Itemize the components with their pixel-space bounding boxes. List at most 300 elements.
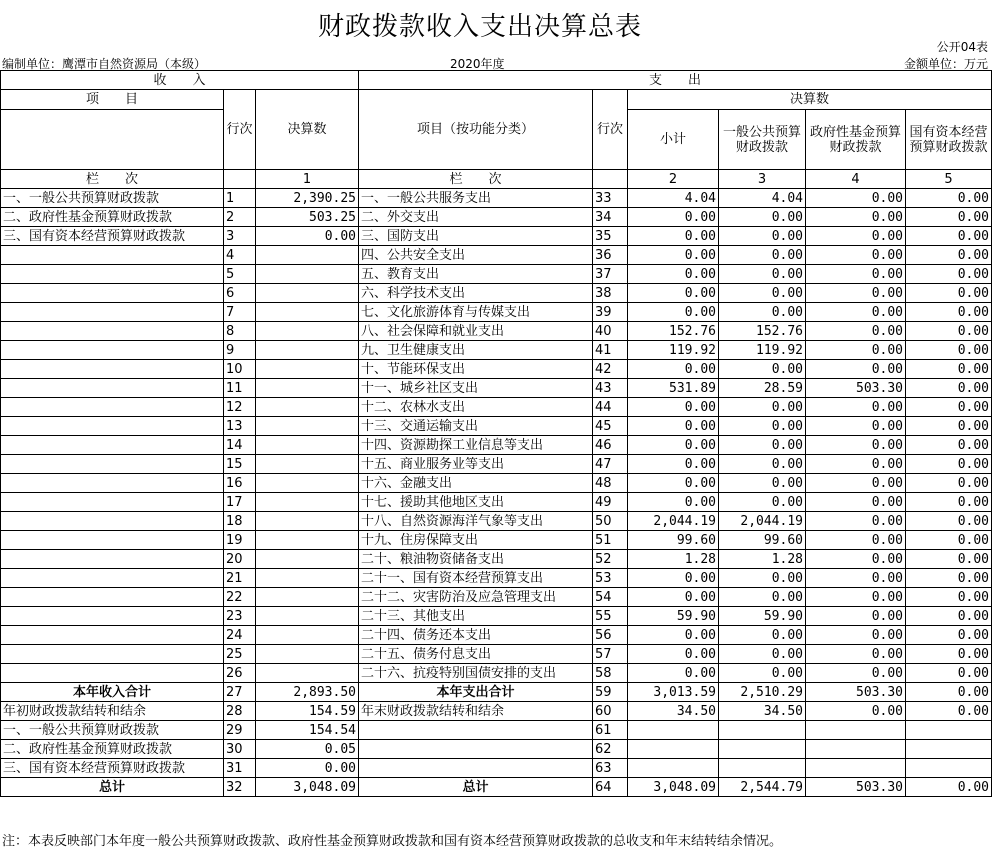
income-line-no: 8 [224,322,256,341]
expense-general-budget: 0.00 [719,303,806,322]
item-by-function-header: 项目（按功能分类） [359,90,593,170]
income-item [1,284,224,303]
expense-line-no: 62 [593,740,628,759]
income-line-no: 31 [224,759,256,778]
expense-subtotal: 0.00 [628,626,719,645]
final-amount-header: 决算数 [256,90,359,170]
expense-state-capital: 0.00 [906,265,992,284]
expense-state-capital: 0.00 [906,455,992,474]
expense-general-budget: 59.90 [719,607,806,626]
expense-gov-fund [806,740,906,759]
expense-state-capital: 0.00 [906,246,992,265]
expense-item: 七、文化旅游体育与传媒支出 [359,303,593,322]
item-header: 项 目 [1,90,224,110]
income-item [1,645,224,664]
expense-state-capital: 0.00 [906,379,992,398]
income-line-no: 18 [224,512,256,531]
amount-unit: 金额单位：万元 [903,57,988,71]
expense-general-budget [719,740,806,759]
expense-subtotal: 2,044.19 [628,512,719,531]
income-amount [256,626,359,645]
table-row [1,265,992,284]
income-amount [256,265,359,284]
column-5: 5 [906,170,992,189]
expense-gov-fund: 0.00 [806,246,906,265]
expense-general-budget: 0.00 [719,645,806,664]
expense-state-capital: 0.00 [906,474,992,493]
expense-item: 二十四、债务还本支出 [359,626,593,645]
expense-subtotal: 531.89 [628,379,719,398]
expense-state-capital: 0.00 [906,626,992,645]
expense-gov-fund: 0.00 [806,360,906,379]
expense-state-capital: 0.00 [906,550,992,569]
expense-item: 八、社会保障和就业支出 [359,322,593,341]
expense-line-no: 41 [593,341,628,360]
expense-state-capital [906,740,992,759]
expense-general-budget: 0.00 [719,360,806,379]
expense-gov-fund: 503.30 [806,778,906,797]
expense-line-no: 64 [593,778,628,797]
income-item [1,265,224,284]
table-row [1,379,992,398]
expense-item: 二十、粮油物资储备支出 [359,550,593,569]
income-line-no: 27 [224,683,256,702]
income-item [1,512,224,531]
column-1: 1 [256,170,359,189]
expense-general-budget: 0.00 [719,398,806,417]
expense-line-no: 58 [593,664,628,683]
expense-line-no: 45 [593,417,628,436]
income-amount [256,493,359,512]
income-amount [256,303,359,322]
income-amount: 3,048.09 [256,778,359,797]
expense-general-budget: 28.59 [719,379,806,398]
expense-gov-fund: 0.00 [806,341,906,360]
income-amount [256,246,359,265]
table-row [1,683,992,702]
income-item [1,493,224,512]
expense-item: 十六、金融支出 [359,474,593,493]
income-line-no: 24 [224,626,256,645]
column-blank-2 [593,170,628,189]
income-line-no: 1 [224,189,256,208]
expense-gov-fund: 0.00 [806,436,906,455]
expense-gov-fund: 0.00 [806,607,906,626]
expense-state-capital: 0.00 [906,778,992,797]
item-header-blank [1,110,224,170]
expense-line-no: 43 [593,379,628,398]
expense-item: 十七、援助其他地区支出 [359,493,593,512]
expense-state-capital: 0.00 [906,702,992,721]
income-item [1,360,224,379]
expense-line-no: 40 [593,322,628,341]
table-row [1,626,992,645]
expense-subtotal: 0.00 [628,436,719,455]
income-item [1,664,224,683]
column-3: 3 [719,170,806,189]
expense-gov-fund: 0.00 [806,303,906,322]
expense-state-capital: 0.00 [906,227,992,246]
column-4: 4 [806,170,906,189]
expense-subtotal: 99.60 [628,531,719,550]
expense-general-budget: 0.00 [719,208,806,227]
table-row [1,740,992,759]
expense-general-budget: 0.00 [719,265,806,284]
table-row [1,189,992,208]
expense-line-no: 56 [593,626,628,645]
expense-item: 十一、城乡社区支出 [359,379,593,398]
expense-subtotal: 0.00 [628,360,719,379]
table-row [1,398,992,417]
income-line-no: 7 [224,303,256,322]
fiscal-summary-table [0,70,992,797]
income-line-no: 16 [224,474,256,493]
expense-subtotal: 0.00 [628,227,719,246]
income-item [1,398,224,417]
expense-general-budget [719,759,806,778]
table-row [1,417,992,436]
expense-line-no: 42 [593,360,628,379]
expense-gov-fund: 0.00 [806,569,906,588]
footnote: 注：本表反映部门本年度一般公共预算财政拨款、政府性基金预算财政拨款和国有资本经营预算财政拨款的总收支和年末结转结余情况。 [2,834,783,849]
income-item: 总计 [1,778,224,797]
income-line-no: 23 [224,607,256,626]
expense-line-no: 34 [593,208,628,227]
expense-gov-fund: 0.00 [806,664,906,683]
expense-subtotal: 152.76 [628,322,719,341]
income-amount: 2,893.50 [256,683,359,702]
expense-header: 支 出 [359,71,992,90]
income-amount [256,417,359,436]
table-row [1,512,992,531]
expense-item: 三、国防支出 [359,227,593,246]
expense-gov-fund: 0.00 [806,227,906,246]
income-item: 一、一般公共预算财政拨款 [1,721,224,740]
expense-line-no: 35 [593,227,628,246]
expense-item: 十五、商业服务业等支出 [359,455,593,474]
state-capital-header: 国有资本经营预算财政拨款 [906,110,992,170]
expense-gov-fund: 0.00 [806,474,906,493]
expense-state-capital [906,759,992,778]
expense-item: 五、教育支出 [359,265,593,284]
expense-subtotal: 0.00 [628,493,719,512]
expense-state-capital: 0.00 [906,569,992,588]
expense-state-capital: 0.00 [906,208,992,227]
fiscal-year: 2020年度 [450,57,505,71]
expense-subtotal: 0.00 [628,588,719,607]
income-line-no: 9 [224,341,256,360]
income-line-no: 25 [224,645,256,664]
income-amount [256,645,359,664]
expense-general-budget: 0.00 [719,284,806,303]
subtotal-header: 小计 [628,110,719,170]
income-line-no: 26 [224,664,256,683]
expense-state-capital: 0.00 [906,398,992,417]
expense-gov-fund: 0.00 [806,284,906,303]
expense-line-no: 55 [593,607,628,626]
table-row [1,474,992,493]
expense-line-no: 59 [593,683,628,702]
income-item [1,626,224,645]
expense-state-capital: 0.00 [906,588,992,607]
expense-line-no: 44 [593,398,628,417]
income-amount [256,284,359,303]
expense-general-budget: 0.00 [719,227,806,246]
expense-state-capital: 0.00 [906,341,992,360]
expense-general-budget: 0.00 [719,569,806,588]
expense-item: 十八、自然资源海洋气象等支出 [359,512,593,531]
expense-subtotal: 0.00 [628,246,719,265]
income-amount: 503.25 [256,208,359,227]
expense-state-capital: 0.00 [906,303,992,322]
income-line-no: 10 [224,360,256,379]
expense-subtotal: 0.00 [628,417,719,436]
table-row [1,493,992,512]
income-line-no: 14 [224,436,256,455]
table-row [1,607,992,626]
table-row [1,702,992,721]
income-item: 三、国有资本经营预算财政拨款 [1,227,224,246]
expense-gov-fund: 0.00 [806,189,906,208]
expense-subtotal: 1.28 [628,550,719,569]
income-amount [256,322,359,341]
gov-fund-header: 政府性基金预算财政拨款 [806,110,906,170]
income-line-no: 6 [224,284,256,303]
expense-item: 十、节能环保支出 [359,360,593,379]
expense-gov-fund: 0.00 [806,626,906,645]
table-row [1,341,992,360]
expense-line-no: 37 [593,265,628,284]
expense-line-no: 50 [593,512,628,531]
expense-subtotal: 0.00 [628,208,719,227]
expense-gov-fund: 0.00 [806,493,906,512]
table-row [1,721,992,740]
income-item [1,455,224,474]
income-line-no: 2 [224,208,256,227]
expense-general-budget: 0.00 [719,246,806,265]
column-blank [224,170,256,189]
income-amount [256,664,359,683]
income-item: 本年收入合计 [1,683,224,702]
expense-gov-fund: 0.00 [806,208,906,227]
expense-gov-fund: 0.00 [806,512,906,531]
expense-subtotal: 119.92 [628,341,719,360]
income-item: 二、政府性基金预算财政拨款 [1,208,224,227]
table-row [1,778,992,797]
expense-state-capital: 0.00 [906,664,992,683]
expense-general-budget [719,721,806,740]
income-amount [256,569,359,588]
expense-line-no: 61 [593,721,628,740]
expense-gov-fund: 0.00 [806,455,906,474]
expense-item: 本年支出合计 [359,683,593,702]
income-item [1,550,224,569]
form-code: 公开04表 [936,40,988,54]
expense-state-capital: 0.00 [906,512,992,531]
income-item [1,303,224,322]
table-row [1,664,992,683]
income-amount [256,512,359,531]
income-amount: 154.59 [256,702,359,721]
expense-state-capital: 0.00 [906,436,992,455]
expense-line-no: 57 [593,645,628,664]
income-amount [256,398,359,417]
expense-gov-fund: 0.00 [806,398,906,417]
expense-gov-fund: 0.00 [806,550,906,569]
income-line-no: 3 [224,227,256,246]
expense-subtotal: 4.04 [628,189,719,208]
expense-gov-fund [806,759,906,778]
income-line-no: 17 [224,493,256,512]
expense-line-no: 51 [593,531,628,550]
table-row [1,436,992,455]
expense-gov-fund [806,721,906,740]
expense-line-no: 48 [593,474,628,493]
table-row [1,246,992,265]
expense-gov-fund: 503.30 [806,379,906,398]
income-line-no: 19 [224,531,256,550]
table-row [1,455,992,474]
income-amount [256,588,359,607]
expense-item: 二十六、抗疫特别国债安排的支出 [359,664,593,683]
table-row [1,322,992,341]
income-item [1,607,224,626]
expense-subtotal: 3,013.59 [628,683,719,702]
expense-general-budget: 4.04 [719,189,806,208]
income-line-no: 13 [224,417,256,436]
expense-general-budget: 99.60 [719,531,806,550]
income-item [1,474,224,493]
income-item [1,531,224,550]
expense-general-budget: 0.00 [719,493,806,512]
expense-state-capital: 0.00 [906,189,992,208]
general-budget-header: 一般公共预算财政拨款 [719,110,806,170]
expense-state-capital: 0.00 [906,607,992,626]
expense-item: 二、外交支出 [359,208,593,227]
income-line-no: 29 [224,721,256,740]
table-row [1,531,992,550]
expense-line-no: 33 [593,189,628,208]
expense-state-capital: 0.00 [906,683,992,702]
income-amount [256,436,359,455]
reporting-unit: 编制单位：鹰潭市自然资源局（本级） [2,57,207,71]
table-row [1,569,992,588]
expense-item: 十九、住房保障支出 [359,531,593,550]
income-line-no: 4 [224,246,256,265]
expense-general-budget: 119.92 [719,341,806,360]
expense-general-budget: 0.00 [719,436,806,455]
expense-state-capital: 0.00 [906,645,992,664]
expense-gov-fund: 0.00 [806,588,906,607]
income-amount [256,455,359,474]
expense-general-budget: 2,510.29 [719,683,806,702]
expense-gov-fund: 0.00 [806,645,906,664]
income-line-no: 20 [224,550,256,569]
expense-line-no: 60 [593,702,628,721]
expense-gov-fund: 0.00 [806,702,906,721]
expense-subtotal [628,740,719,759]
income-line-no: 32 [224,778,256,797]
expense-line-no: 63 [593,759,628,778]
income-amount: 2,390.25 [256,189,359,208]
income-header: 收 入 [1,71,359,90]
income-amount [256,531,359,550]
expense-item: 十二、农林水支出 [359,398,593,417]
expense-gov-fund: 0.00 [806,322,906,341]
table-row [1,759,992,778]
table-row [1,208,992,227]
expense-line-no: 54 [593,588,628,607]
income-item: 一、一般公共预算财政拨款 [1,189,224,208]
expense-item: 六、科学技术支出 [359,284,593,303]
expense-item: 二十二、灾害防治及应急管理支出 [359,588,593,607]
expense-general-budget: 0.00 [719,626,806,645]
expense-item: 二十三、其他支出 [359,607,593,626]
expense-general-budget: 0.00 [719,474,806,493]
expense-general-budget: 0.00 [719,588,806,607]
expense-general-budget: 1.28 [719,550,806,569]
expense-subtotal: 0.00 [628,265,719,284]
expense-line-no: 49 [593,493,628,512]
expense-item: 二十一、国有资本经营预算支出 [359,569,593,588]
expense-subtotal: 0.00 [628,303,719,322]
expense-gov-fund: 0.00 [806,265,906,284]
expense-state-capital: 0.00 [906,360,992,379]
final-amount-group-header: 决算数 [628,90,992,110]
expense-state-capital [906,721,992,740]
income-amount: 0.05 [256,740,359,759]
table-row [1,284,992,303]
expense-line-no: 53 [593,569,628,588]
expense-gov-fund: 503.30 [806,683,906,702]
income-item [1,322,224,341]
income-amount [256,550,359,569]
income-line-no: 28 [224,702,256,721]
expense-line-no: 47 [593,455,628,474]
income-amount [256,341,359,360]
expense-subtotal: 0.00 [628,284,719,303]
expense-state-capital: 0.00 [906,417,992,436]
expense-item: 总计 [359,778,593,797]
expense-general-budget: 34.50 [719,702,806,721]
income-item [1,417,224,436]
expense-subtotal [628,721,719,740]
table-row [1,360,992,379]
column-label-2: 栏 次 [359,170,593,189]
expense-line-no: 39 [593,303,628,322]
table-row [1,227,992,246]
expense-general-budget: 0.00 [719,664,806,683]
income-amount: 0.00 [256,227,359,246]
expense-subtotal: 0.00 [628,474,719,493]
expense-gov-fund: 0.00 [806,531,906,550]
income-line-no: 22 [224,588,256,607]
expense-line-no: 38 [593,284,628,303]
expense-state-capital: 0.00 [906,493,992,512]
income-item [1,436,224,455]
expense-item [359,759,593,778]
expense-general-budget: 152.76 [719,322,806,341]
table-row [1,588,992,607]
income-item [1,341,224,360]
income-line-no: 5 [224,265,256,284]
expense-subtotal: 0.00 [628,569,719,588]
expense-subtotal: 34.50 [628,702,719,721]
expense-subtotal: 3,048.09 [628,778,719,797]
income-line-no: 12 [224,398,256,417]
expense-subtotal [628,759,719,778]
income-line-no: 30 [224,740,256,759]
